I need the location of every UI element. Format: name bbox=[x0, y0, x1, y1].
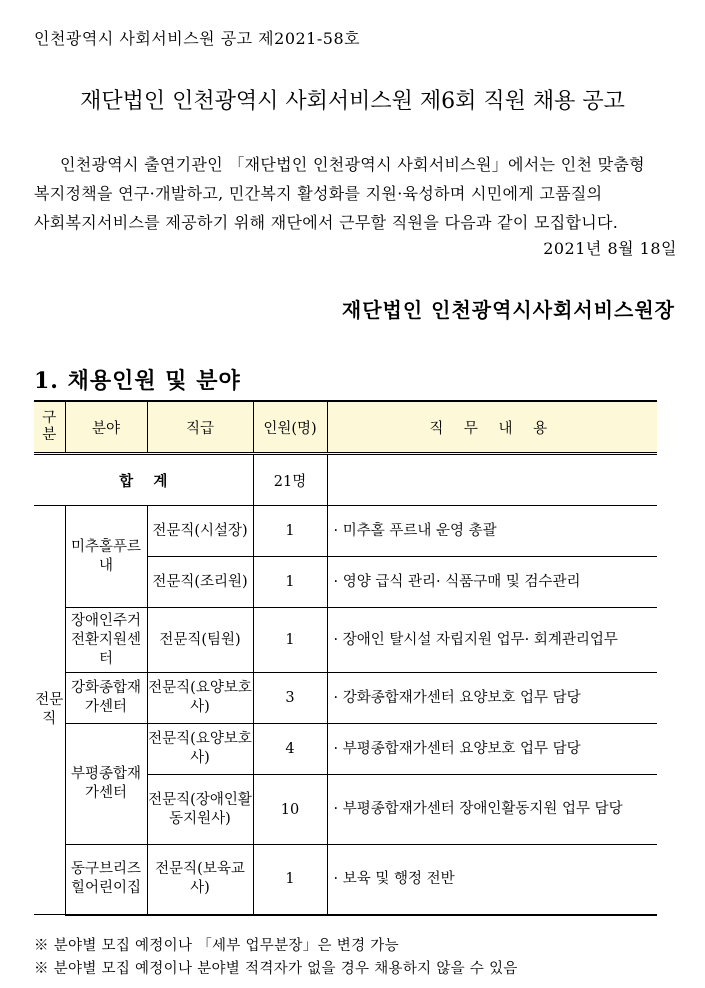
total-count: 21명 bbox=[253, 454, 327, 506]
headcount-cell: 4 bbox=[253, 724, 327, 775]
field-cell: 장애인주거전환지원센터 bbox=[65, 608, 147, 673]
header-division: 구 분 bbox=[34, 401, 65, 454]
total-duties bbox=[327, 454, 657, 506]
duties-cell: · 강화종합재가센터 요양보호 업무 담당 bbox=[327, 673, 657, 724]
body-text-line: 인천광역시 출연기관인 「재단법인 인천광역시 사회서비스원」에서는 인천 맞춤형 bbox=[60, 155, 645, 174]
table-row bbox=[34, 506, 657, 557]
position-cell: 전문직(요양보호사) bbox=[147, 673, 253, 724]
position-cell: 전문직(보육교사) bbox=[147, 845, 253, 915]
table-row bbox=[34, 845, 657, 915]
table-total-row bbox=[34, 454, 657, 506]
field-cell: 미추홀푸르내 bbox=[65, 506, 147, 608]
body-text-line: 복지정책을 연구·개발하고, 민간복지 활성화를 지원·육성하며 시민에게 고품질의 bbox=[34, 184, 603, 203]
table-row bbox=[34, 608, 657, 673]
position-cell: 전문직(시설장) bbox=[147, 506, 253, 557]
document-date: 2021년 8월 18일 bbox=[543, 239, 677, 258]
position-cell: 전문직(요양보호사) bbox=[147, 724, 253, 775]
section-heading: 1. 채용인원 및 분야 bbox=[34, 368, 241, 394]
total-label: 합 계 bbox=[34, 454, 253, 506]
table-row bbox=[34, 673, 657, 724]
footnote: ※ 분야별 모집 예정이나 「세부 업무분장」은 변경 가능 bbox=[34, 938, 399, 954]
footnote: ※ 분야별 모집 예정이나 분야별 적격자가 없을 경우 채용하지 않을 수 있음 bbox=[34, 961, 518, 977]
document-title: 재단법인 인천광역시 사회서비스원 제6회 직원 채용 공고 bbox=[80, 89, 625, 114]
headcount-cell: 1 bbox=[253, 845, 327, 915]
duties-cell: · 장애인 탈시설 자립지원 업무· 회계관리업무 bbox=[327, 608, 657, 673]
position-cell: 전문직(장애인활동지원사) bbox=[147, 775, 253, 845]
notice-number: 인천광역시 사회서비스원 공고 제2021-58호 bbox=[34, 29, 361, 48]
headcount-cell: 1 bbox=[253, 608, 327, 673]
duties-cell: · 보육 및 행정 전반 bbox=[327, 845, 657, 915]
division-cell: 전문직 bbox=[34, 506, 65, 915]
recruitment-table bbox=[34, 400, 657, 916]
headcount-cell: 1 bbox=[253, 557, 327, 608]
table-row bbox=[34, 724, 657, 775]
field-cell: 강화종합재가센터 bbox=[65, 673, 147, 724]
field-cell: 동구브리즈힐어린이집 bbox=[65, 845, 147, 915]
field-cell: 부평종합재가센터 bbox=[65, 724, 147, 845]
headcount-cell: 3 bbox=[253, 673, 327, 724]
duties-cell: · 미추홀 푸르내 운영 총괄 bbox=[327, 506, 657, 557]
header-field: 분야 bbox=[65, 401, 147, 454]
headcount-cell: 10 bbox=[253, 775, 327, 845]
headcount-cell: 1 bbox=[253, 506, 327, 557]
header-duties: 직 무 내 용 bbox=[327, 401, 657, 454]
header-position: 직급 bbox=[147, 401, 253, 454]
header-headcount: 인원(명) bbox=[253, 401, 327, 454]
position-cell: 전문직(조리원) bbox=[147, 557, 253, 608]
duties-cell: · 영양 급식 관리· 식품구매 및 검수관리 bbox=[327, 557, 657, 608]
duties-cell: · 부평종합재가센터 요양보호 업무 담당 bbox=[327, 724, 657, 775]
table-header-row bbox=[34, 401, 657, 454]
body-text-line: 사회복지서비스를 제공하기 위해 재단에서 근무할 직원을 다음과 같이 모집합니다. bbox=[34, 213, 619, 232]
duties-cell: · 부평종합재가센터 장애인활동지원 업무 담당 bbox=[327, 775, 657, 845]
issuer-signature: 재단법인 인천광역시사회서비스원장 bbox=[341, 298, 675, 322]
position-cell: 전문직(팀원) bbox=[147, 608, 253, 673]
